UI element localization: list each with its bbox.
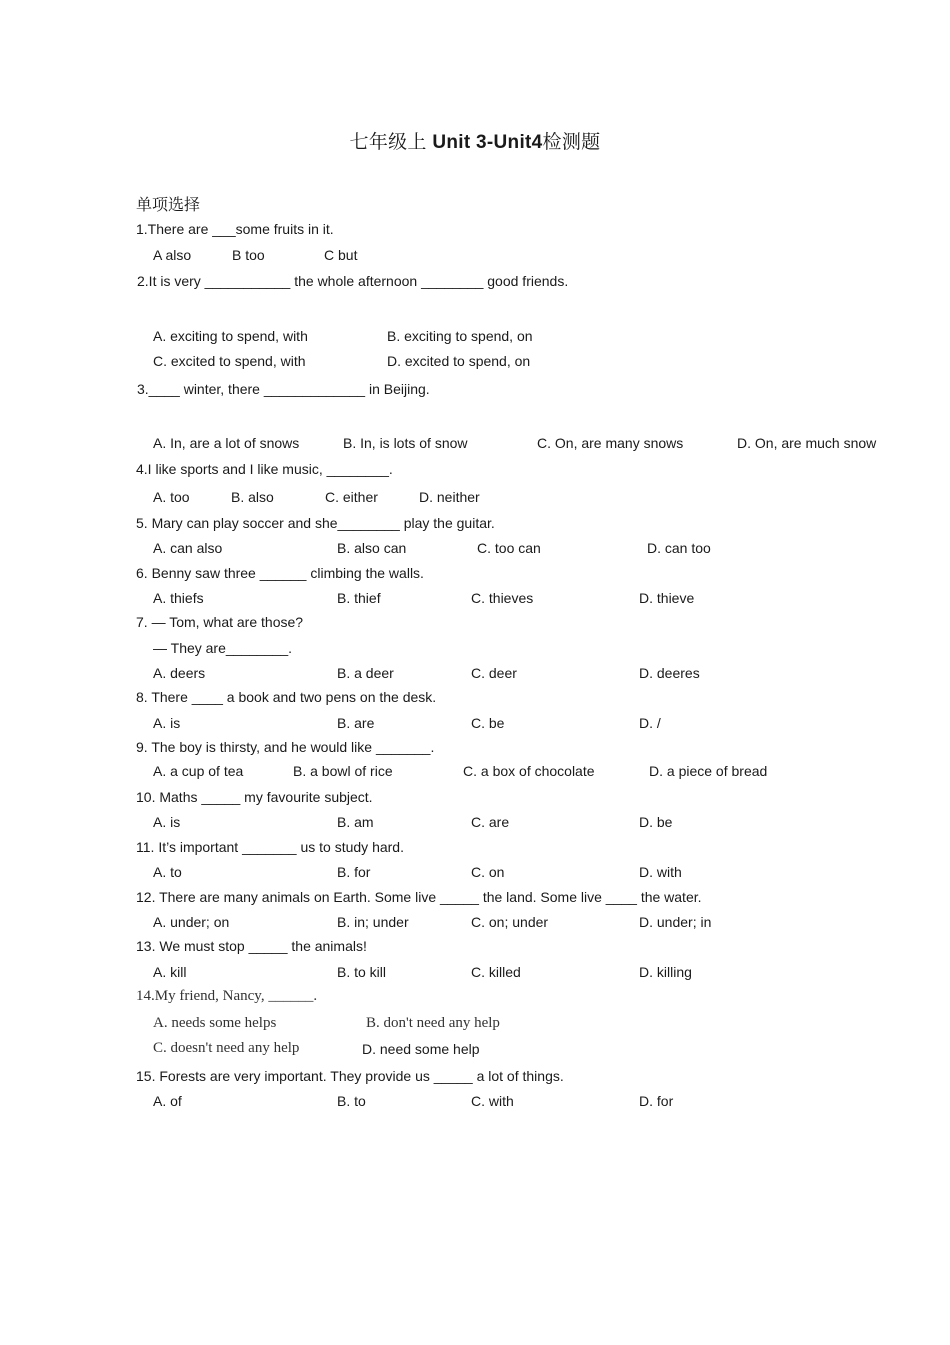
option-11c: C. on [471, 864, 505, 880]
question-1: 1.There are ___some fruits in it. [136, 221, 334, 237]
option-7c: C. deer [471, 665, 517, 681]
page-title [0, 127, 950, 154]
question-15: 15. Forests are very important. They provide us _____ a lot of things. [136, 1068, 564, 1084]
question-10: 10. Maths _____ my favourite subject. [136, 789, 373, 805]
option-4d: D. neither [419, 489, 480, 505]
option-10d: D. be [639, 814, 673, 830]
option-5d: D. can too [647, 540, 711, 556]
option-3d: D. On, are much snow [737, 435, 877, 451]
option-14c: C. doesn't need any help [153, 1040, 300, 1056]
title-unit: Unit 3-Unit4 [432, 132, 543, 153]
option-13b: B. to kill [337, 964, 387, 980]
question-12: 12. There are many animals on Earth. Some live _____ the land. Some live ____ the water. [136, 889, 702, 905]
question-7-reply: — They are________. [153, 640, 293, 656]
option-12d: D. under; in [639, 914, 712, 930]
option-5a: A. can also [153, 540, 223, 556]
option-3a: A. In, are a lot of snows [153, 435, 300, 451]
question-6: 6. Benny saw three ______ climbing the walls. [136, 565, 424, 581]
option-11a: A. to [153, 864, 182, 880]
option-6b: B. thief [337, 590, 381, 606]
option-8c: C. be [471, 715, 505, 731]
title-test: 检测题 [542, 132, 601, 153]
option-7b: B. a deer [337, 665, 394, 681]
option-7a: A. deers [153, 665, 206, 681]
option-6d: D. thieve [639, 590, 695, 606]
option-15d: D. for [639, 1093, 674, 1109]
option-6c: C. thieves [471, 590, 534, 606]
option-4a: A. too [153, 489, 190, 505]
title-grade: 七年级上 [349, 132, 427, 153]
option-9a: A. a cup of tea [153, 763, 244, 779]
option-4c: C. either [325, 489, 378, 505]
option-4b: B. also [231, 489, 274, 505]
option-13c: C. killed [471, 964, 521, 980]
question-7: 7. — Tom, what are those? [136, 614, 304, 630]
option-11d: D. with [639, 864, 682, 880]
option-14a: A. needs some helps [153, 1015, 277, 1031]
option-2a: A. exciting to spend, with [153, 328, 308, 344]
option-11b: B. for [337, 864, 371, 880]
option-2c: C. excited to spend, with [153, 353, 306, 369]
option-8b: B. are [337, 715, 375, 731]
question-13: 13. We must stop _____ the animals! [136, 938, 367, 954]
option-13d: D. killing [639, 964, 692, 980]
option-12c: C. on; under [471, 914, 549, 930]
question-14: 14.My friend, Nancy, ______. [136, 988, 318, 1004]
option-9d: D. a piece of bread [649, 763, 768, 779]
option-9c: C. a box of chocolate [463, 763, 595, 779]
question-9: 9. The boy is thirsty, and he would like _______. [136, 739, 435, 755]
option-15a: A. of [153, 1093, 182, 1109]
option-15b: B. to [337, 1093, 366, 1109]
option-15c: C. with [471, 1093, 514, 1109]
option-14b: B. don't need any help [366, 1015, 500, 1031]
option-9b: B. a bowl of rice [293, 763, 393, 779]
question-8: 8. There ____ a book and two pens on the desk. [136, 689, 437, 705]
option-10a: A. is [153, 814, 181, 830]
option-1a: A also [153, 247, 192, 263]
option-13a: A. kill [153, 964, 187, 980]
option-14d: D. need some help [362, 1041, 480, 1057]
question-4: 4.I like sports and I like music, ________. [136, 461, 393, 477]
option-6a: A. thiefs [153, 590, 204, 606]
question-5: 5. Mary can play soccer and she________ play the guitar. [136, 515, 495, 531]
option-12a: A. under; on [153, 914, 230, 930]
question-11: 11. It’s important _______ us to study hard. [136, 839, 404, 855]
option-5b: B. also can [337, 540, 407, 556]
option-2b: B. exciting to spend, on [387, 328, 533, 344]
option-1c: C but [324, 247, 358, 263]
question-2: 2.It is very ___________ the whole afternoon ________ good friends. [137, 273, 569, 289]
option-8a: A. is [153, 715, 181, 731]
option-7d: D. deeres [639, 665, 700, 681]
option-3b: B. In, is lots of snow [343, 435, 468, 451]
option-8d: D. / [639, 715, 661, 731]
section-heading: 单项选择 [136, 197, 201, 214]
question-3: 3.____ winter, there _____________ in Beijing. [137, 381, 430, 397]
option-5c: C. too can [477, 540, 541, 556]
option-10b: B. am [337, 814, 374, 830]
option-12b: B. in; under [337, 914, 409, 930]
option-2d: D. excited to spend, on [387, 353, 531, 369]
option-10c: C. are [471, 814, 510, 830]
option-3c: C. On, are many snows [537, 435, 684, 451]
option-1b: B too [232, 247, 265, 263]
